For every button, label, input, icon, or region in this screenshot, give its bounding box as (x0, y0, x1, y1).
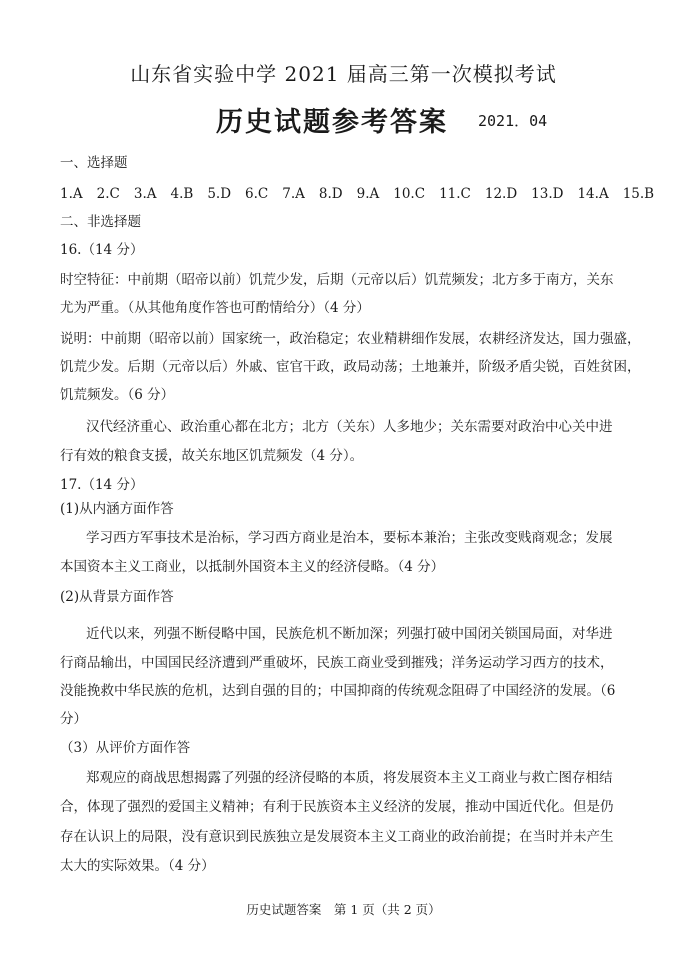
q16-line: 饥荒频发。（6 分） (60, 387, 175, 403)
question-17-label: 17.（14 分） (60, 477, 144, 493)
answer-item: 10.C (393, 186, 426, 202)
q16-line: 行有效的粮食支援，故关东地区饥荒频发（4 分）。 (60, 448, 364, 464)
school-exam-title: 山东省实验中学 2021 届高三第一次模拟考试 (130, 62, 557, 86)
q17-part3-line: 存在认识上的局限，没有意识到民族独立是发展资本主义工商业的政治前提；在当时并未产生 (60, 829, 614, 845)
answer-item: 8.D (318, 186, 343, 202)
answer-item: 7.A (282, 186, 305, 202)
q17-part1-line: 本国资本主义工商业，以抵制外国资本主义的经济侵略。（4 分） (60, 559, 445, 575)
q16-line: 饥荒少发。后期（元帝以后）外戚、宦官干政，政局动荡；土地兼并，阶级矛盾尖锐，百姓贫困， (60, 359, 641, 375)
answer-item: 3.A (133, 186, 157, 202)
q17-part3-heading: （3）从评价方面作答 (60, 740, 191, 756)
q16-line: 尤为严重。（从其他角度作答也可酌情给分）（4 分） (60, 300, 370, 316)
section-2-heading: 二、非选择题 (60, 214, 141, 230)
answer-item: 4.B (170, 186, 194, 202)
q16-line: 时空特征：中前期（昭帝以前）饥荒少发，后期（元帝以后）饥荒频发；北方多于南方，关东 (60, 272, 614, 288)
answer-item: 5.D (207, 186, 232, 202)
answer-item: 12.D (484, 186, 518, 202)
exam-date: 2021．04 (478, 112, 548, 130)
section-1-heading: 一、选择题 (60, 155, 128, 171)
q17-part3-line: 太大的实际效果。（4 分） (60, 858, 215, 874)
q17-part1-heading: (1)从内涵方面作答 (60, 501, 174, 517)
answer-item: 15.B (622, 186, 655, 202)
q16-line: 说明：中前期（昭帝以前）国家统一，政治稳定；农业精耕细作发展，农耕经济发达，国力强盛， (60, 331, 641, 347)
q17-part2-line: 没能挽救中华民族的危机，达到自强的目的；中国抑商的传统观念阻碍了中国经济的发展。（6 (60, 683, 616, 699)
answer-item: 6.C (245, 186, 269, 202)
answer-item: 1.A (60, 186, 83, 202)
main-title: 历史试题参考答案 (216, 107, 448, 138)
q17-part3-line: 郑观应的商战思想揭露了列强的经济侵略的本质，将发展资本主义工商业与救亡图存相结 (86, 770, 613, 786)
q17-part1-line: 学习西方军事技术是治标，学习西方商业是治本，要标本兼治；主张改变贱商观念；发展 (86, 530, 613, 546)
q17-part2-heading: (2)从背景方面作答 (60, 589, 174, 605)
q16-line: 汉代经济重心、政治重心都在北方；北方（关东）人多地少；关东需要对政治中心关中进 (86, 419, 613, 435)
page-footer: 历史试题答案 第 1 页（共 2 页） (246, 902, 441, 917)
q17-part2-line: 行商品输出，中国国民经济遭到严重破坏，民族工商业受到摧残；洋务运动学习西方的技术， (60, 655, 614, 671)
answer-item: 2.C (96, 186, 120, 202)
answer-item: 9.A (356, 186, 380, 202)
multiple-choice-answers (60, 183, 655, 205)
q17-part2-line: 近代以来，列强不断侵略中国，民族危机不断加深；列强打破中国闭关锁国局面，对华进 (86, 626, 613, 642)
q17-part3-line: 合，体现了强烈的爱国主义精神；有利于民族资本主义经济的发展，推动中国近代化。但是仍 (60, 799, 614, 815)
question-16-label: 16.（14 分） (60, 242, 144, 258)
q17-part2-line: 分） (60, 711, 87, 727)
answer-item: 13.D (531, 186, 564, 202)
answer-item: 14.A (577, 186, 609, 202)
answer-item: 11.C (439, 186, 471, 202)
title-row (0, 100, 687, 140)
